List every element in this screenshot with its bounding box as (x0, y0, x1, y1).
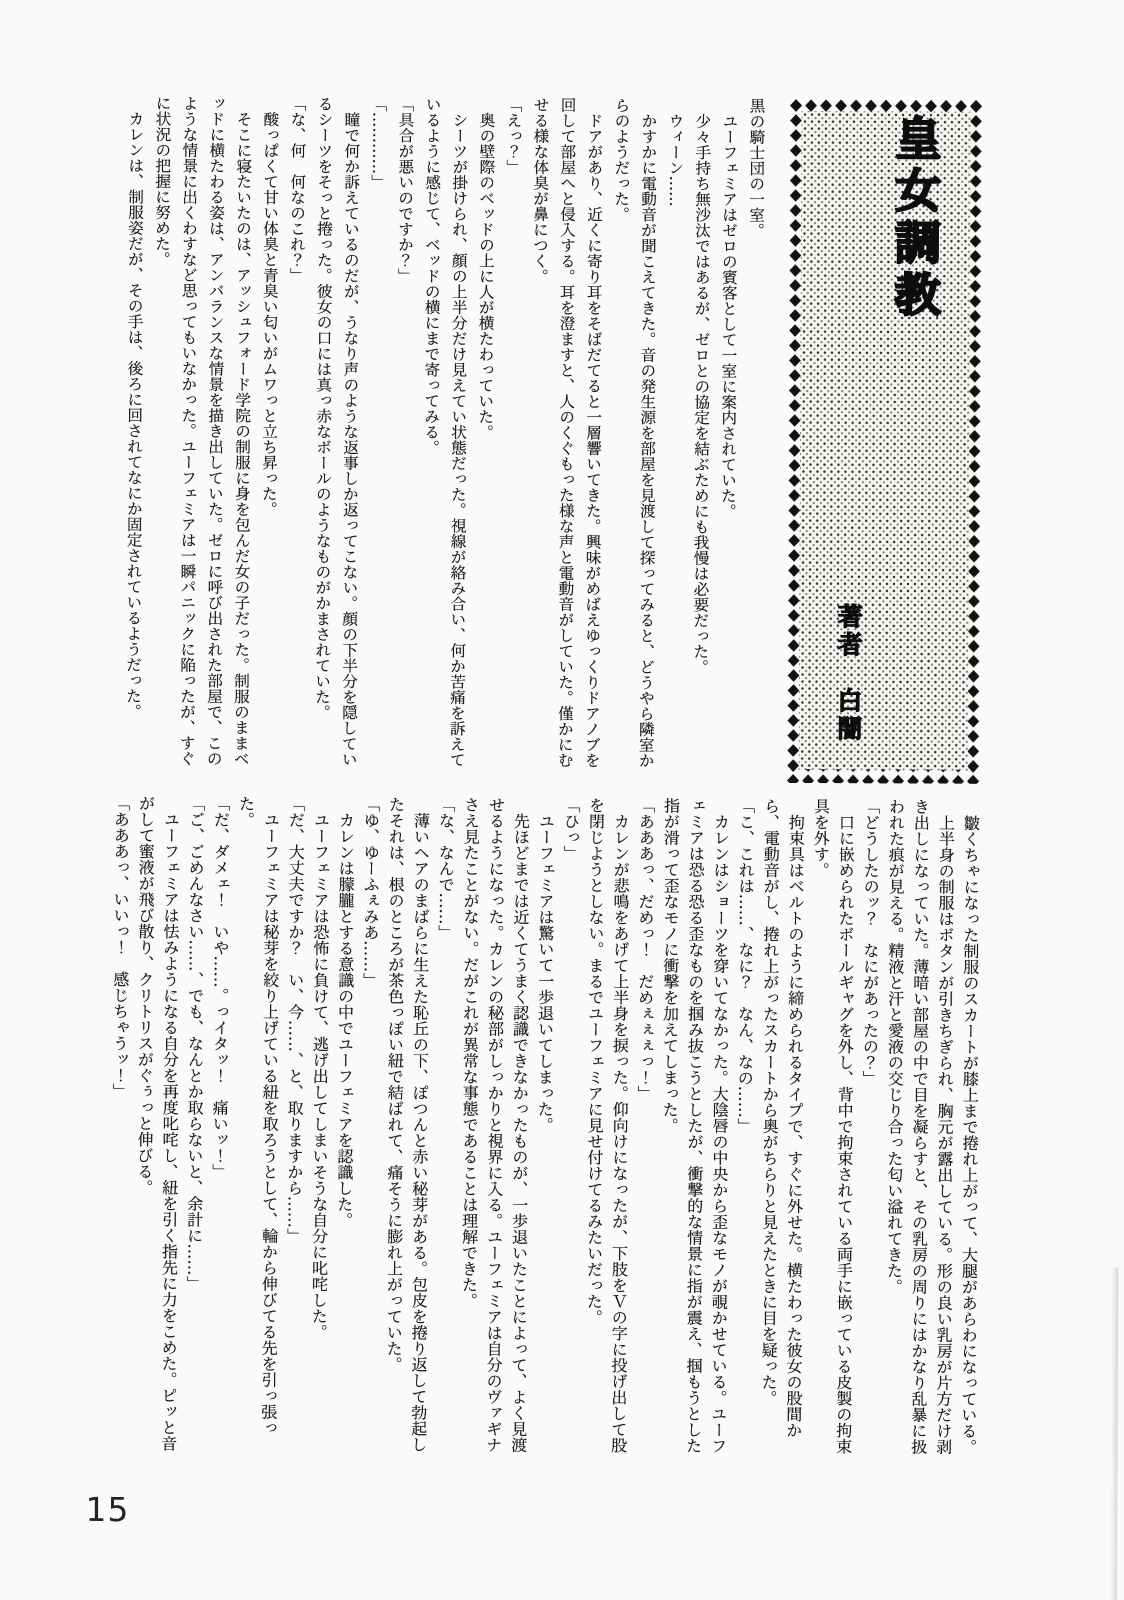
scan-artifact-streak (1110, 1267, 1118, 1600)
paragraph: ドアがあり、近くに寄り耳をそばだてると一層響いてきた。興味がめばえゆっくりドアノブを回して部屋へと侵入する。耳を澄ますと、人のくぐもった様な声と電動音がしていた。僅かにむせる様な体臭が鼻につく。 (530, 96, 604, 768)
paragraph: 拘束具はベルトのように締められるタイプで、すぐに外せた。横たわった彼女の股間から、電動音がし、捲れ上がったスカートから奥がちらりと見えたときに目を疑った。 (758, 797, 806, 1439)
paragraph: 上半身の制服はボタンが引きちぎられ、胸元が露出している。形の良い乳房が片方だけ剥き出しになっていた。薄暗い部屋の中で目を凝らすと、その乳房の周りにはかなり乱暴に扱われた痕が見える。精液と汗と愛液の交じり合った匂い溢れてきた。 (884, 798, 956, 1455)
paragraph: ユーフェミアは驚いて一歩退いてしまった。 (535, 796, 556, 1133)
page-number: 15 (85, 1489, 130, 1530)
paragraph: ユーフェミアは恐怖に負けて、逃げ出してしまいそうな自分に叱咤した。 (309, 795, 331, 1340)
paragraph: 酸っぱくて甘い体臭と青臭い匂いがムワっと立ち昇った。 (259, 95, 280, 517)
paragraph: 少々手持ち無沙汰ではあるが、ゼロとの協定を結ぶためにも我慢は必要だった。 (691, 97, 712, 675)
paragraph: ユーフェミアは怯みようになる自分を再度叱咤し、紐を引く指先に力をこめた。ピッと音がして蜜液が飛び散り、クリトリスがぐぅっと伸びる。 (134, 795, 181, 1452)
paragraph: 「あああっ、だめっ！ だめぇぇぇっ！」 (635, 797, 656, 1102)
paragraph: 「な、何 何なのこれ？」 (287, 95, 307, 284)
paragraph: ユーフェミアは秘芽を絞り上げている紐を取ろうとして、輪から伸びてる先を引っ張った。 (236, 795, 281, 1436)
paragraph: カレンはショーツを穿いてなかった。大陰唇の中央から歪なモノが覗かせている。ユーフェミアは恐る恐る歪なものを掴み抜こうとしたが、衝撃的な情景に指が震え、掴もうとした指が滑って歪なモノに衝撃を加えてしまった。 (660, 797, 731, 1454)
paragraph: 「な、なんで……」 (435, 796, 456, 941)
paragraph: 「ご、ごめんなさい……、でも、なんとか取らないと、余計に……」 (184, 795, 206, 1292)
text-block-top (119, 95, 770, 770)
paragraph: 「あああっ、いいっ！ 感じちゃうッ！」 (110, 795, 131, 1100)
story-author: 著者 白闇 (833, 603, 864, 744)
paragraph: 薄いヘアのまばらに生えた恥丘の下、ぽつんと赤い秘芽がある。包皮を捲り返して勃起したそれは、根のところが茶色っぽい紐で結ばれて、痛そうに膨れ上がっていた。 (384, 796, 431, 1453)
text-block-bottom (106, 795, 984, 1469)
paragraph: ユーフェミアはゼロの賓客として一室に案内されていた。 (718, 97, 739, 519)
paragraph: 奥の壁際のベッドの上に人が横たわっていた。 (476, 96, 496, 440)
paragraph: 「だ、大丈夫ですか？ い、今……、と、取りますから……」 (284, 795, 306, 1244)
paragraph: 先ほどまでは近くてうまく認識できなかったものが、一歩退いたことによって、よく見渡せるようになった。カレンの秘部がしっかりと視界に入る。ユーフェミアは自分のヴァギナさえ見たことがない。だがこれが異常な事態であることは理解できた。 (459, 796, 531, 1453)
paragraph: カレンは、制服姿だが、その手は、後ろに回されてなにか固定されているようだった。 (123, 95, 145, 720)
paragraph: 「具合が悪いのですか？」 (395, 96, 415, 284)
story-title-box (786, 98, 985, 784)
paragraph: そこに寝たいたのは、アッシュフォード学院の制服に身を包んだ女の子だった。制服のままベッドに横たわる姿は、アンバランスな情景を描き出していた。ゼロに呼び出された部屋で、このような情景に出くわすなど思ってもいなかった。ユーフェミアは一瞬パニックに陥ったが、すぐに状況の把握に努めた。 (152, 95, 253, 767)
paragraph: 「…………」 (369, 96, 388, 190)
paragraph: かすかに電動音が聞こえてきた。音の発生源を部屋を見渡して探ってみると、どうやら隣室からのようだった。 (612, 97, 658, 769)
paragraph: 瞳で何か訴えているのだが、うなり声のような返事しか返ってこない。顔の下半分を隠しているシーツをそっと捲った。彼女の口には真っ赤なボールのようなものがかまされていた。 (312, 95, 361, 767)
paragraph: 「だ、ダメェ！ いや……。っイタッ！ 痛いッ！」 (209, 795, 231, 1180)
story-title: 皇女調教 (887, 114, 943, 323)
paragraph: 「どうしたのッ？ なにがあったの？」 (860, 798, 881, 1087)
paragraph: 「こ、これは……、なに？ なん、なの……」 (735, 797, 756, 1134)
paragraph: 「ひっ」 (561, 797, 581, 862)
paragraph: カレンが悲鳴をあげて上半身を捩った。仰向けになったが、下肢をＶの字に投げ出して股を閉じようとしない。まるでユーフェミアに見せ付けてるみたいだった。 (584, 797, 631, 1454)
paragraph: ウィーン…… (666, 97, 685, 207)
paragraph: 「えっ？」 (504, 96, 523, 175)
paragraph: 口に嵌められたボールギャグを外し、背中で拘束されている両手に嵌っている皮製の拘束具を外す。 (811, 798, 856, 1455)
paragraph: 黒の騎士団の一室。 (746, 97, 766, 239)
paragraph: シーツが掛けられ、顔の上半分だけ見えてい状態だった。視線が絡み合い、何か苦痛を訴えているように感じて、ベッドの横にまで寄ってみる。 (422, 96, 469, 768)
paragraph: 皺くちゃになった制服のスカートが膝上まで捲れ上がって、大腿があらわになっている。 (958, 798, 981, 1455)
paragraph: 「ゆ、ゆーふぇみあ……」 (360, 796, 381, 989)
paragraph: カレンは朦朧とする意識の中でユーフェミアを認識した。 (334, 796, 356, 1229)
